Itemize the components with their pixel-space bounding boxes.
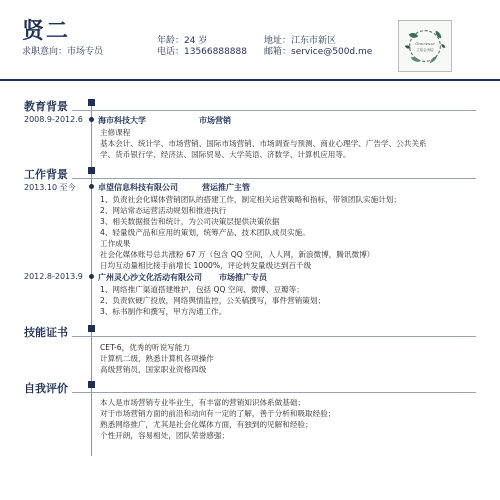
job-date: 2012.8-2013.9 (24, 272, 83, 281)
section-divider (24, 392, 476, 393)
self-line: 个性开朗，容易相处，团队荣誉感强； (100, 431, 230, 440)
age-field: 年龄：24 岁 (157, 36, 208, 46)
section-title-skills: 技能证书 (24, 324, 72, 340)
section-marker (88, 99, 95, 106)
section-title-self: 自我评价 (24, 380, 72, 396)
section-divider (24, 110, 476, 111)
email-field: 邮箱：service@500d.me (264, 47, 373, 57)
svg-text:Gracieuse: Gracieuse (415, 41, 435, 47)
education-line: 基本会计、统计学、市场营销、国际市场营销、市场调查与预测、商业心理学、广告学、公共关系 (100, 139, 427, 148)
education-major: 市场营销 (199, 116, 231, 125)
job-intention: 求职意向：市场专员 (22, 47, 104, 57)
skill-line: CET-6，优秀的听说写能力 (100, 343, 190, 352)
section-divider (24, 178, 476, 179)
entry-marker (89, 117, 94, 122)
job-duty-line: 2、网站常态运营活动规划和推进执行 (100, 206, 227, 215)
job-duty-line: 日均互动量相比接手前增长 1000%，评论转发量级达到百千级 (100, 261, 312, 270)
job-role: 市场推广专员 (219, 273, 267, 282)
job-role: 营运推广主管 (202, 183, 250, 192)
job-duty-line: 3、相关数据报告和统计，为公司决策层提供决策依据 (100, 217, 280, 226)
svg-text:立绘会卖绘: 立绘会卖绘 (416, 47, 434, 52)
section-marker (88, 167, 95, 174)
job-duty-line: 2、负责软硬广投放，网络舆情监控，公关稿撰写，事件营销策划； (100, 296, 326, 305)
address-field: 地址：江东市新区 (264, 36, 337, 46)
section-marker (88, 381, 95, 388)
job-date: 2013.10 至今 (24, 183, 76, 192)
education-date: 2008.9-2012.6 (24, 115, 83, 124)
education-school: 海市科技大学 (98, 116, 146, 125)
section-title-education: 教育背景 (24, 98, 72, 114)
section-divider (24, 336, 476, 337)
wreath-logo-icon (399, 21, 451, 71)
skill-line: 计算机二级，熟悉计算机各项操作 (100, 354, 214, 363)
candidate-name: 贤二 (22, 19, 71, 44)
job-company: 广州灵心沙文化活动有限公司 (98, 273, 202, 282)
job-duty-line: 工作成果 (100, 239, 131, 248)
education-line: 学、货币银行学、经济法、国际贸易、大学英语、济数学、计算机应用等。 (100, 150, 351, 159)
phone-field: 电话：13566888888 (157, 47, 247, 57)
self-line: 对于市场营销方面的前沿和动向有一定的了解，善于分析和吸取经验； (100, 409, 336, 418)
education-line: 主修课程 (100, 128, 131, 137)
section-marker (88, 325, 95, 332)
job-duty-line: 4、轻量级产品和应用的策划，统筹产品、技术团队成员实施。 (100, 228, 310, 237)
job-duty-line: 3、标书制作和撰写，甲方沟通工作。 (100, 307, 227, 316)
header-divider (0, 79, 500, 81)
skill-line: 高级营销员，国家职业资格四级 (100, 365, 207, 374)
job-company: 卓望信息科技有限公司 (98, 183, 178, 192)
entry-marker (89, 274, 94, 279)
self-line: 熟悉网络推广，尤其是社会化媒体方面，有独到的见解和经验； (100, 420, 313, 429)
section-title-work: 工作背景 (24, 166, 72, 182)
entry-marker (89, 184, 94, 189)
job-duty-line: 社会化媒体账号总共涨粉 67 万（包含 QQ 空间，人人网，新浪微博，腾讯微博） (100, 250, 375, 259)
job-duty-line: 1、负责社会化媒体营销团队的搭建工作，制定相关运营策略和指标，带领团队实施计划； (100, 195, 401, 204)
profile-photo (398, 20, 452, 72)
self-line: 本人是市场营销专业毕业生，有丰富的营销知识体系做基础； (100, 398, 306, 407)
job-duty-line: 1、网络推广渠道搭建维护，包括 QQ 空间、微博、豆瓣等； (100, 285, 304, 294)
